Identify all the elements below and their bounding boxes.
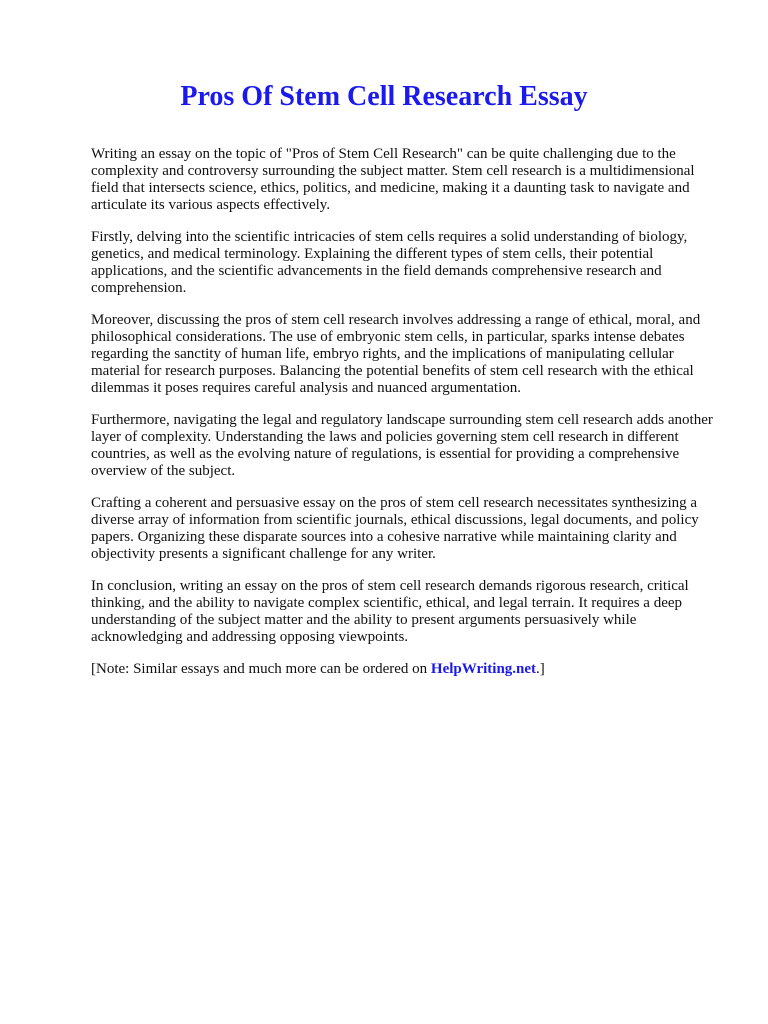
paragraph-5: Crafting a coherent and persuasive essay on the pros of stem cell research necessitates synthesizing a diverse array of information from scientific journals, ethical discussions, legal documents, and policy papers. Organizing these disparate sources into a cohesive narrative while maintaining clarity and objectivity presents a significant challenge for any writer.	[91, 495, 699, 562]
paragraph-1: Writing an essay on the topic of "Pros of Stem Cell Research" can be quite challenging due to the complexity and controversy surrounding the subject matter. Stem cell research is a multidimensional field that intersects science, ethics, politics, and medicine, making it a daunting task to navigate and articulate its various aspects effectively.	[91, 146, 695, 213]
document-body	[91, 146, 723, 693]
note-paragraph	[91, 661, 723, 678]
note-suffix: .]	[536, 661, 545, 677]
document-title: Pros Of Stem Cell Research Essay	[180, 81, 588, 112]
paragraph-4: Furthermore, navigating the legal and regulatory landscape surrounding stem cell research adds another layer of complexity. Understanding the laws and policies governing stem cell research in different countries, as well as the evolving nature of regulations, is essential for providing a comprehensive overview of the subject.	[91, 412, 713, 479]
paragraph-6: In conclusion, writing an essay on the pros of stem cell research demands rigorous research, critical thinking, and the ability to navigate complex scientific, ethical, and legal terrain. It requires a deep understanding of the subject matter and the ability to present arguments persuasively while acknowledging and addressing opposing viewpoints.	[91, 578, 689, 645]
helpwriting-link[interactable]: HelpWriting.net	[430, 661, 537, 677]
note-prefix: [Note: Similar essays and much more can be ordered on	[91, 661, 431, 677]
paragraph-3: Moreover, discussing the pros of stem cell research involves addressing a range of ethical, moral, and philosophical considerations. The use of embryonic stem cells, in particular, sparks intense debates regarding the sanctity of human life, embryo rights, and the implications of manipulating cellular material for research purposes. Balancing the potential benefits of stem cell research with the ethical dilemmas it poses requires careful analysis and nuanced argumentation.	[91, 312, 701, 396]
paragraph-2: Firstly, delving into the scientific intricacies of stem cells requires a solid understanding of biology, genetics, and medical terminology. Explaining the different types of stem cells, their potential applications, and the scientific advancements in the field demands comprehensive research and comprehension.	[91, 229, 688, 296]
